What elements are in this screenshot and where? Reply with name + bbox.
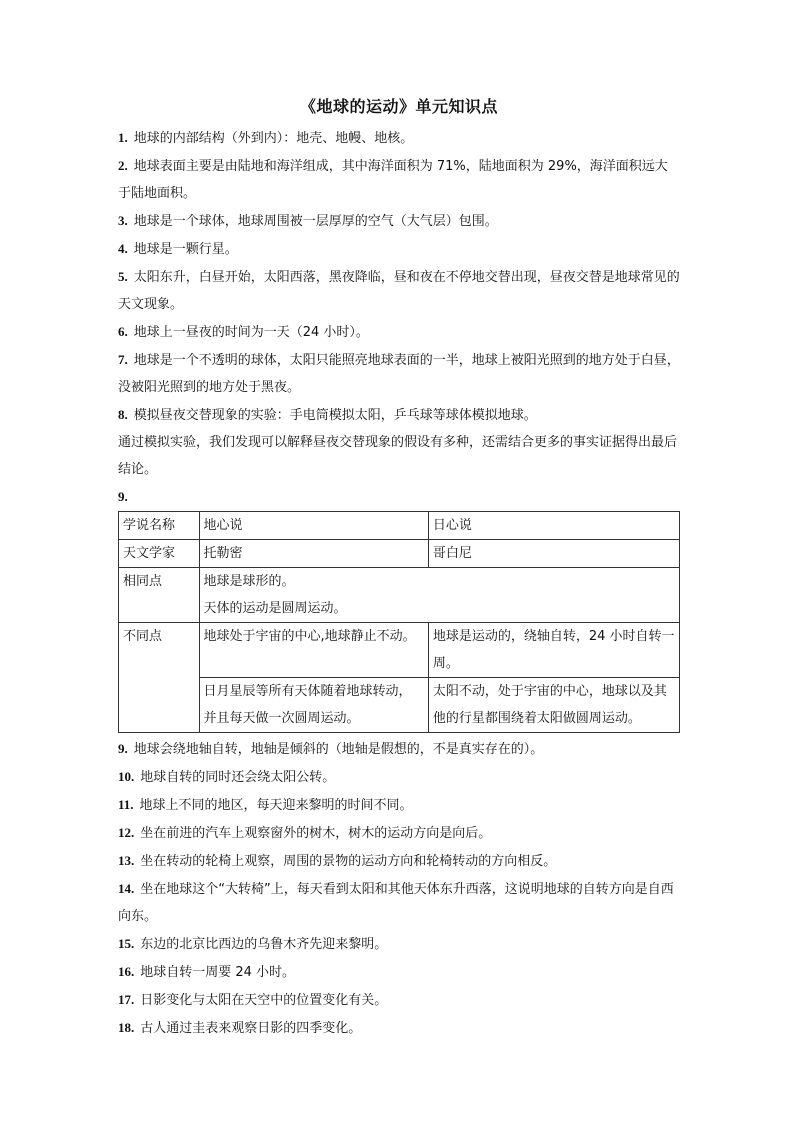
table-cell: 太阳不动，处于宇宙的中心，地球以及其他的行星都围绕着太阳做圆周运动。 xyxy=(428,678,679,733)
list-item: 16. 地球自转一周要 24 小时。 xyxy=(118,964,296,980)
table-cell: 地球是运动的，绕轴自转，24 小时自转一周。 xyxy=(428,623,679,678)
list-item: 1. 地球的内部结构（外到内）：地壳、地幔、地核。 xyxy=(118,130,414,146)
table-cell: 相同点 xyxy=(119,568,200,623)
table-cell: 托勒密 xyxy=(199,540,428,568)
table-cell: 地心说 xyxy=(199,512,428,540)
theory-comparison-table xyxy=(118,511,680,733)
list-item: 10. 地球自转的同时还会绕太阳公转。 xyxy=(118,769,336,785)
table-row xyxy=(119,540,680,568)
list-item: 2. 地球表面主要是由陆地和海洋组成，其中海洋面积为 71%，陆地面积为 29%，海洋面积远大于陆地面积。 xyxy=(118,158,668,201)
table-number: 9. xyxy=(118,489,128,504)
list-item: 5. 太阳东升，白昼开始，太阳西落，黑夜降临，昼和夜在不停地交替出现，昼夜交替是地球常见的天文现象。 xyxy=(118,269,680,312)
table-cell: 地球处于宇宙的中心,地球静止不动。 xyxy=(199,623,428,678)
table-row xyxy=(119,678,680,733)
same-point-line: 地球是球形的。 xyxy=(203,574,295,589)
list-item: 14. 坐在地球这个“大转椅”上，每天看到太阳和其他天体东升西落，这说明地球的自转方向是自西向东。 xyxy=(118,881,674,924)
knowledge-list-bottom xyxy=(118,735,680,1042)
list-item: 7. 地球是一个不透明的球体，太阳只能照亮地球表面的一半，地球上被阳光照到的地方处于白昼，没被阳光照到的地方处于黑夜。 xyxy=(118,352,680,395)
list-item: 3. 地球是一个球体，地球周围被一层厚厚的空气（大气层）包围。 xyxy=(118,213,498,229)
table-cell: 不同点 xyxy=(119,623,200,733)
list-item: 4. 地球是一颗行星。 xyxy=(118,241,238,257)
list-item: 12. 坐在前进的汽车上观察窗外的树木，树木的运动方向是向后。 xyxy=(118,825,492,841)
table-cell xyxy=(199,568,680,623)
knowledge-list-top xyxy=(118,124,680,511)
table-cell: 日心说 xyxy=(428,512,679,540)
conclusion-paragraph: 通过模拟实验，我们发现可以解释昼夜交替现象的假设有多种，还需结合更多的事实证据得出最后结论。 xyxy=(118,435,678,477)
list-item: 17. 日影变化与太阳在天空中的位置变化有关。 xyxy=(118,992,388,1008)
table-row xyxy=(119,623,680,678)
list-item: 15. 东边的北京比西边的乌鲁木齐先迎来黎明。 xyxy=(118,936,388,952)
same-point-line: 天体的运动是圆周运动。 xyxy=(203,601,347,616)
list-item: 11. 地球上不同的地区，每天迎来黎明的时间不同。 xyxy=(118,797,413,813)
table-cell: 学说名称 xyxy=(119,512,200,540)
table-cell: 天文学家 xyxy=(119,540,200,568)
document-title: 《地球的运动》单元知识点 xyxy=(299,97,498,116)
list-item: 6. 地球上一昼夜的时间为一天（24 小时）。 xyxy=(118,324,369,340)
document-page xyxy=(118,96,680,1042)
table-row xyxy=(119,568,680,623)
table-row xyxy=(119,512,680,540)
list-item: 9. 地球会绕地轴自转，地轴是倾斜的（地轴是假想的，不是真实存在的）。 xyxy=(118,741,544,757)
list-item: 13. 坐在转动的轮椅上观察，周围的景物的运动方向和轮椅转动的方向相反。 xyxy=(118,853,557,869)
list-item: 8. 模拟昼夜交替现象的实验：手电筒模拟太阳，乒乓球等球体模拟地球。 xyxy=(118,407,537,423)
list-item: 18. 古人通过圭表来观察日影的四季变化。 xyxy=(118,1020,362,1036)
table-cell: 哥白尼 xyxy=(428,540,679,568)
table-cell: 日月星辰等所有天体随着地球转动，并且每天做一次圆周运动。 xyxy=(199,678,428,733)
